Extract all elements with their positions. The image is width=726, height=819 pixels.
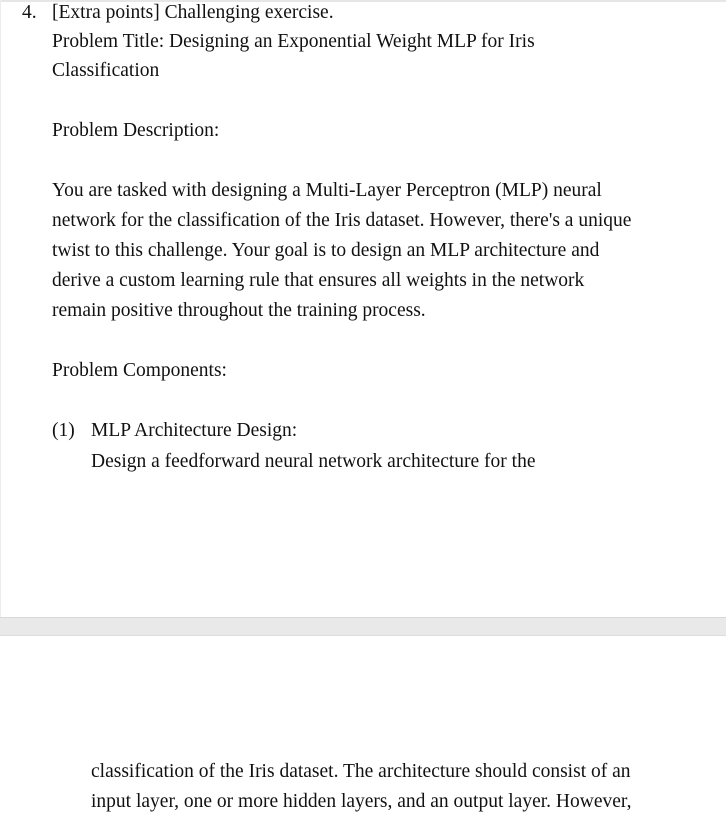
- components-heading: Problem Components:: [52, 360, 227, 381]
- problem-title-line: Problem Title: Designing an Exponential Weight MLP for Iris: [52, 31, 535, 52]
- exercise-heading: [Extra points] Challenging exercise.: [52, 2, 334, 23]
- page-left-border: [0, 0, 1, 617]
- description-heading: Problem Description:: [52, 120, 220, 141]
- description-line: derive a custom learning rule that ensures all weights in the network: [52, 270, 585, 291]
- document-page-2: [0, 636, 726, 819]
- component-text-line: input layer, one or more hidden layers, and an output layer. However,: [91, 791, 632, 812]
- problem-title-line: Classification: [52, 60, 160, 81]
- component-text-line: Design a feedforward neural network architecture for the: [91, 451, 536, 472]
- description-line: twist to this challenge. Your goal is to design an MLP architecture and: [52, 240, 600, 261]
- component-title: MLP Architecture Design:: [91, 420, 298, 441]
- exercise-number: 4.: [22, 2, 37, 23]
- page-break-gap: [0, 617, 726, 636]
- component-number: (1): [52, 420, 75, 441]
- description-line: network for the classification of the Iris dataset. However, there's a unique: [52, 210, 632, 231]
- description-line: You are tasked with designing a Multi-Layer Perceptron (MLP) neural: [52, 180, 602, 201]
- component-text-line: classification of the Iris dataset. The architecture should consist of an: [91, 761, 631, 782]
- description-line: remain positive throughout the training process.: [52, 300, 426, 321]
